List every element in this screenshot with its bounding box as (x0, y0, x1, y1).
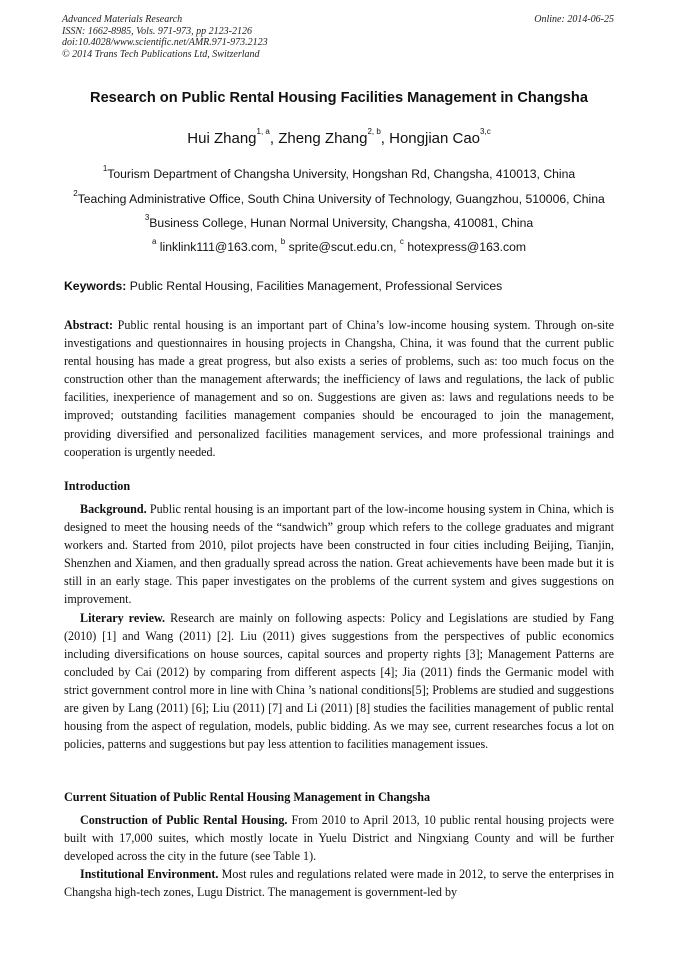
paragraph-text: Most rules and regulations related were made in 2012, to serve the enterprises in Changsha high-tech zones, Lugu District. The management is government-led by (64, 867, 614, 900)
paragraph-lead: Background. (80, 502, 147, 516)
affiliation-text: Teaching Administrative Office, South China University of Technology, Guangzhou, 510006, China (77, 192, 605, 206)
paragraph-lead: Construction of Public Rental Housing. (80, 813, 288, 827)
journal-name: Advanced Materials Research (62, 14, 183, 25)
paragraph-lead: Institutional Environment. (80, 867, 219, 882)
journal-header (62, 14, 268, 60)
author-name: Hongjian Cao (389, 130, 481, 147)
author-list: Hui Zhang$^{1, a}$, Zheng Zhang$^{2, b}$, Hongjian Cao$^{3,c}$ (187, 127, 491, 147)
author-sup: 1, a (256, 127, 270, 136)
online-date: Online: 2014-06-25 (534, 14, 614, 25)
section-heading-introduction: Introduction (64, 479, 131, 493)
email-list (0, 237, 678, 254)
paragraph-text: From 2010 to April 2013, 10 public rental housing projects were built with 17,000 suites, which mostly locate in Yuelu District and Ningxiang County and will be further developed across the city in the future (see Table 1). (64, 813, 614, 864)
affiliation-num: 2 (73, 189, 78, 198)
author-sup: 3,c (480, 127, 491, 136)
paragraph-literary-review (64, 609, 614, 754)
current-situation-body (64, 811, 614, 901)
affiliation-3 (0, 213, 678, 230)
section-heading-current-situation: Current Situation of Public Rental Housing Management in Changsha (64, 790, 431, 804)
paragraph-construction (64, 811, 614, 865)
email-sup: c (399, 237, 404, 246)
keywords-text: Public Rental Housing, Facilities Management, Professional Services (129, 279, 503, 293)
paragraph-text: Public rental housing is an important part of the low-income housing system in China, which is designed to meet the housing needs of the “sandwich” group which refers to the college graduates and migrant workers and. Started from 2010, pilot projects have been constructed in four cities including Beijing, Tianjin, Shenzhen and Xiamen, and then gradually spread across the nation. Great achievements have been made but it is still in an early stage. This paper investigates on the problems of the current system and gives suggestions on improvement. (64, 502, 614, 607)
keywords (64, 279, 614, 293)
author-sup: 2, b (367, 127, 381, 136)
paragraph-background (64, 500, 614, 609)
abstract-text: Public rental housing is an important part of China’s low-income housing system. Through on-site investigations and questionnaires in housing projects in Changsha, China, it was found that the current public rental housing has made a great progress, but also exists a series of problems, such as: too much focus on the construction other than the management afterwards; the inefficiency of laws and regulations, the lack of public facilities, inexperience of management and so on. Suggestions are given as: laws and regulations needs to be improved; outstanding facilities management companies should be encouraged to join the management, providing diversified and personalized facilities management services, and more professional trainings and cooperation is urgently needed. (64, 318, 614, 459)
email-sup: b (280, 237, 286, 246)
keywords-label: Keywords: (64, 279, 127, 293)
affiliation-text: Tourism Department of Changsha University, Hongshan Rd, Changsha, 410013, China (107, 167, 576, 181)
affiliation-2 (0, 189, 678, 206)
email-link[interactable]: hotexpress@163.com (407, 240, 527, 254)
email-sup: a (151, 237, 157, 246)
issn-line: ISSN: 1662-8985, Vols. 971-973, pp 2123-2126 (62, 25, 252, 37)
author-name: Hui Zhang (187, 130, 257, 147)
introduction-body (64, 500, 614, 753)
email-link[interactable]: linklink111@163.com, (159, 240, 278, 254)
copyright-line: © 2014 Trans Tech Publications Ltd, Switzerland (62, 48, 260, 60)
affiliation-num: 1 (102, 164, 108, 173)
abstract-label: Abstract: (64, 318, 114, 332)
paragraph-institutional (64, 865, 614, 901)
affiliation-text: Business College, Hunan Normal University, Changsha, 410081, China (149, 216, 534, 230)
paragraph-text: Research are mainly on following aspects: Policy and Legislations are studied by Fang (2010) [1] and Wang (2011) [2]. Liu (2011) gives suggestions from the perspectives of public economics including diversifications on house sources, capital sources and property rights [3]; Management Patterns are concluded by Cai (2012) by comparing from different aspects [4]; Jia (2011) finds the Germanic model with strict government control more in line with China ’s national conditions[5]; Problems are studied and suggestions are given by Lang (2011) [6]; Liu (2011) [7] and Li (2011) [8] studies the facilities management of public rental housing from the aspect of regulation, models, public bidding. As we may see, current researches focus a lot on policies, patterns and suggestions but pay less attention to facilities management issues. (64, 610, 614, 752)
paragraph-lead: Literary review. (80, 610, 166, 625)
abstract (64, 316, 614, 461)
doi-line[interactable]: doi:10.4028/www.scientific.net/AMR.971-973.2123 (62, 37, 268, 48)
affiliation-num: 3 (144, 213, 150, 222)
email-link[interactable]: sprite@scut.edu.cn, (288, 240, 397, 254)
paper-title: Research on Public Rental Housing Facilities Management in Changsha (90, 90, 588, 106)
author-name: Zheng Zhang (278, 130, 368, 147)
affiliation-1 (0, 164, 678, 181)
